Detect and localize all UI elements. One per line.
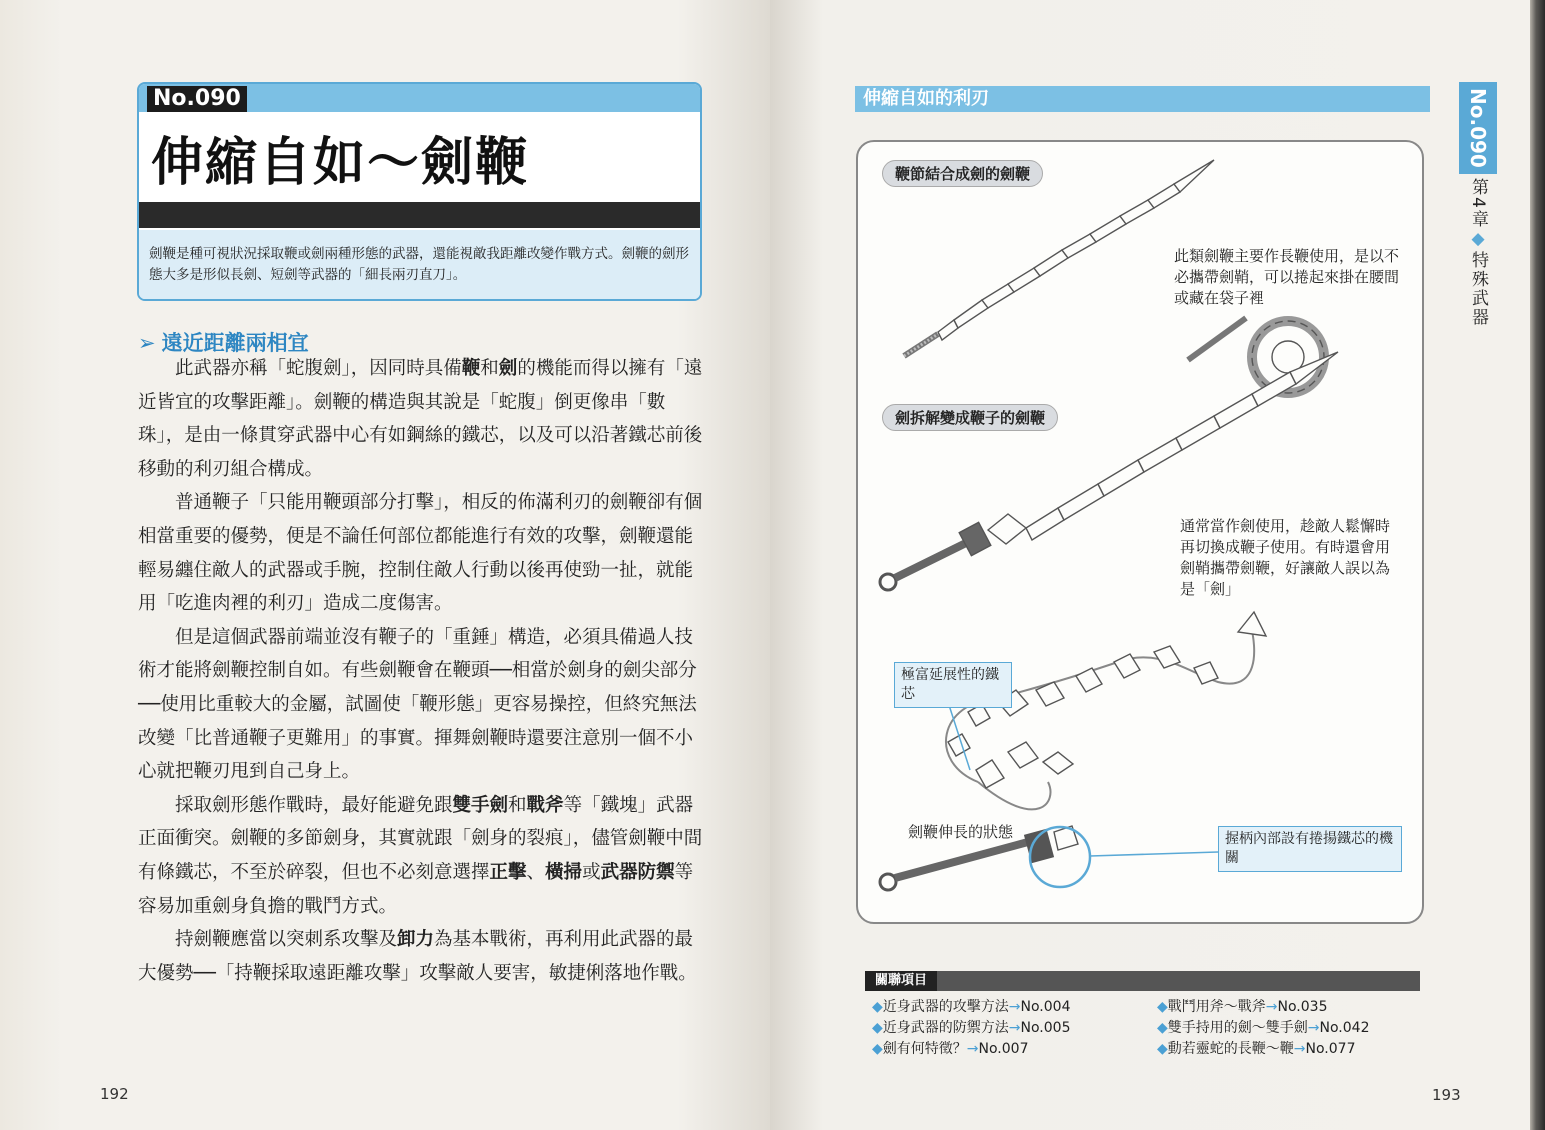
- arrow-icon: →: [1307, 1020, 1320, 1036]
- body-text: [138, 352, 703, 990]
- paragraph: 但是這個武器前端並沒有鞭子的「重錘」構造，必須具備過人技術才能將劍鞭控制自如。有些劍鞭會在鞭頭──相當於劍身的劍尖部分──使用比重較大的金屬，試圖使「鞭形態」更容易操控，但終究無法改變「比普通鞭子更難用」的事實。揮舞劍鞭時還要注意別一個不小心就把鞭刃甩到自己身上。: [138, 626, 697, 783]
- related-item-ref: No.035: [1277, 999, 1328, 1015]
- related-item[interactable]: [1157, 1018, 1369, 1039]
- related-item[interactable]: [1157, 1039, 1369, 1060]
- page-number-right: 193: [1432, 1086, 1461, 1104]
- pill-sword-form: 劍拆解變成鞭子的劍鞭: [882, 404, 1058, 431]
- diamond-icon: ◆: [1157, 1041, 1168, 1057]
- chapter-number: 4: [1468, 197, 1488, 210]
- mechanism-pointer-icon: [1090, 852, 1218, 856]
- pill-whip-form: 鞭節結合成劍的劍鞭: [882, 160, 1043, 187]
- arrow-icon: →: [1008, 1020, 1021, 1036]
- related-list-right: [1157, 997, 1369, 1060]
- caption-sword-form: 通常當作劍使用，趁敵人鬆懈時再切換成鞭子使用。有時還會用劍鞘攜帶劍鞭，好讓敵人誤以為是「劍」: [1180, 517, 1391, 598]
- label-iron-core: 極富延展性的鐵芯: [894, 662, 1012, 708]
- section-bar: 伸縮自如的利刃: [855, 86, 1430, 112]
- related-item-ref: No.077: [1305, 1041, 1356, 1057]
- related-item[interactable]: [872, 1039, 1070, 1060]
- related-item[interactable]: [872, 1018, 1070, 1039]
- heading-arrow-icon: ➢: [138, 331, 156, 355]
- caption-extended: 劍鞭伸長的狀態: [908, 823, 1014, 841]
- paragraph: 採取劍形態作戰時，最好能避免跟雙手劍和戰斧等「鐵塊」武器正面衝突。劍鞭的多節劍身，其實就跟「劍身的裂痕」，儘管劍鞭中間有條鐵芯，不至於碎裂，但也不必刻意選擇正擊、橫掃或武器防禦等容易加重劍身負擔的戰鬥方式。: [138, 794, 703, 917]
- label-mechanism: 握柄內部設有捲揚鐵芯的機關: [1218, 826, 1402, 872]
- summary-text: 劍鞭是種可視狀況採取鞭或劍兩種形態的武器，還能視敵我距離改變作戰方式。劍鞭的劍形態大多是形似長劍、短劍等武器的「細長兩刃直刀」。: [139, 230, 700, 299]
- diamond-icon: ◆: [872, 999, 883, 1015]
- section-heading-label: 遠近距離兩相宜: [161, 331, 309, 355]
- related-header-bar: [865, 971, 1420, 991]
- related-item-text: 近身武器的攻擊方法: [882, 999, 1009, 1015]
- side-tab: [1459, 82, 1497, 347]
- book-edge: [1530, 0, 1545, 1130]
- related-item-ref: No.042: [1319, 1020, 1370, 1036]
- related-item[interactable]: [872, 997, 1070, 1018]
- arrow-icon: →: [966, 1041, 979, 1057]
- caption-whip-form: 此類劍鞭主要作長鞭使用，是以不必攜帶劍鞘，可以捲起來掛在腰間或藏在袋子裡: [1174, 247, 1400, 307]
- coiled-whip-icon: [1188, 318, 1324, 393]
- paragraph: 普通鞭子「只能用鞭頭部分打擊」，相反的佈滿利刃的劍鞭卻有個相當重要的優勢，便是不論任何部位都能進行有效的攻擊，劍鞭還能輕易纏住敵人的武器或手腕，控制住敵人行動以後再使勁一扯，就能用「吃進肉裡的利刃」造成二度傷害。: [138, 492, 703, 615]
- diamond-icon: ◆: [872, 1041, 883, 1057]
- related-item[interactable]: [1157, 997, 1369, 1018]
- arrow-icon: →: [1265, 999, 1278, 1015]
- related-item-ref: No.004: [1020, 999, 1071, 1015]
- related-item-text: 動若靈蛇的長鞭～鞭: [1167, 1041, 1294, 1057]
- related-item-text: 劍有何特徵？: [882, 1041, 967, 1057]
- related-item-text: 近身武器的防禦方法: [882, 1020, 1009, 1036]
- title-dark-bar: [139, 202, 700, 228]
- extended-whip-icon: [880, 612, 1266, 890]
- segmented-sword-icon: [904, 160, 1214, 356]
- related-item-text: 雙手持用的劍～雙手劍: [1167, 1020, 1308, 1036]
- page-title: 伸縮自如～劍鞭: [151, 133, 530, 193]
- paragraph: 此武器亦稱「蛇腹劍」，因同時具備鞭和劍的機能而得以擁有「遠近皆宜的攻擊距離」。劍鞭的構造與其說是「蛇腹」倒更像串「數珠」，是由一條貫穿武器中心有如鋼絲的鐵芯，以及可以沿著鐵芯前後移動的利刃組合構成。: [138, 358, 703, 480]
- page-number-left: 192: [100, 1085, 129, 1103]
- related-header-label: 關聯項目: [865, 971, 937, 991]
- related-list-left: [872, 997, 1070, 1060]
- chapter-suffix: 章: [1468, 209, 1488, 229]
- related-item-ref: No.007: [978, 1041, 1029, 1057]
- related-item-text: 戰鬥用斧～戰斧: [1167, 999, 1266, 1015]
- diamond-icon: ◆: [1157, 1020, 1168, 1036]
- illustration-box: [856, 140, 1424, 924]
- side-tab-number: No.090: [1459, 82, 1497, 174]
- left-page: [0, 0, 770, 1130]
- title-box: [137, 82, 702, 301]
- related-item-ref: No.005: [1020, 1020, 1071, 1036]
- chapter-prefix: 第: [1468, 178, 1488, 197]
- paragraph: 持劍鞭應當以突刺系攻擊及卸力為基本戰術，再利用此武器的最大優勢──「持鞭採取遠距離攻擊」攻擊敵人要害，敏捷俐落地作戰。: [138, 929, 697, 984]
- arrow-icon: →: [1008, 999, 1021, 1015]
- arrow-icon: →: [1293, 1041, 1306, 1057]
- number-badge: No.090: [147, 86, 247, 112]
- side-tab-chapter: [1459, 178, 1497, 327]
- chapter-category: 特殊武器: [1468, 250, 1488, 327]
- diamond-icon: ◆: [1157, 999, 1168, 1015]
- diamond-icon: ◆: [872, 1020, 883, 1036]
- diamond-icon: ◆: [1468, 228, 1488, 251]
